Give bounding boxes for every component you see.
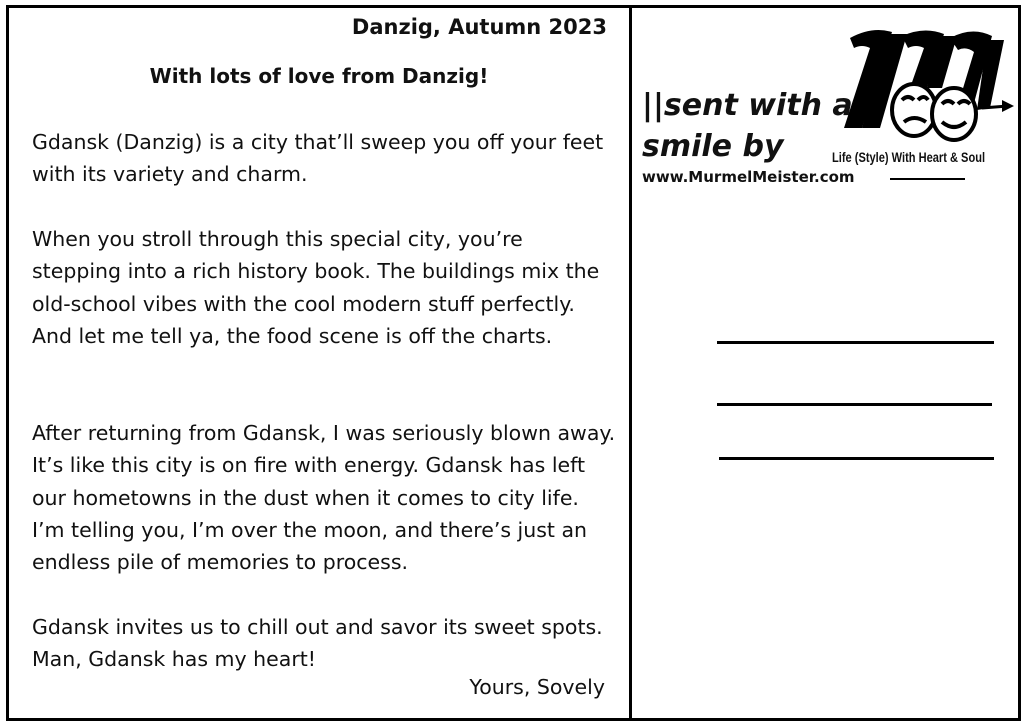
message-paragraph: After returning from Gdansk, I was seriously blown away. It’s like this city is on fire with energy. Gdansk has left our hometowns in the dust when it comes to city life. I’m telling you, I’m over the moon, and there’s just an endless pile of memories to process. — [32, 421, 616, 575]
tagline-underline — [890, 178, 965, 180]
message-paragraph: Gdansk (Danzig) is a city that’ll sweep you off your feet with its variety and charm. — [32, 130, 604, 187]
address-line — [717, 403, 992, 406]
place-date: Danzig, Autumn 2023 — [351, 15, 607, 39]
address-side — [632, 8, 1018, 718]
marble-masks-logo-icon — [832, 18, 1017, 148]
greeting-heading: With lots of love from Danzig! — [149, 64, 489, 88]
address-line — [719, 457, 994, 460]
message-paragraph: When you stroll through this special city, you’re stepping into a rich history book. The buildings mix the old-school vibes with the cool modern stuff perfectly. And let me tell ya, the food scene is off the charts. — [32, 227, 600, 348]
website-link[interactable]: www.MurmelMeister.com — [642, 168, 855, 186]
message-paragraph: Gdansk invites us to chill out and savor its sweet spots. Man, Gdansk has my heart! — [32, 615, 603, 672]
brand-tagline: Life (Style) With Heart & Soul — [832, 150, 986, 165]
sent-with-smile-text — [642, 85, 853, 167]
message-side — [9, 8, 629, 718]
sent-line-1: ||sent with a — [642, 88, 853, 123]
postcard — [6, 5, 1021, 721]
signature-closing: Yours, Sovely — [469, 675, 605, 699]
address-line — [717, 341, 994, 344]
sent-line-2: smile by — [642, 129, 784, 164]
